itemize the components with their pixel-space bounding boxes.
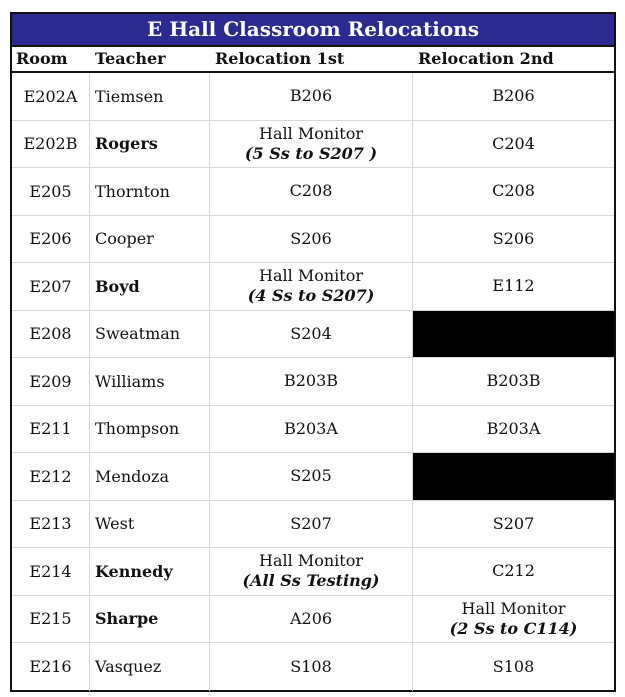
relocation-2nd-value: B203A bbox=[486, 418, 541, 438]
relocation-1st-cell[interactable] bbox=[210, 501, 413, 548]
table-row[interactable] bbox=[12, 121, 614, 169]
relocation-1st-value: A206 bbox=[289, 608, 333, 628]
room-cell[interactable]: E212 bbox=[12, 453, 90, 500]
teacher-cell[interactable]: Cooper bbox=[90, 216, 210, 263]
relocation-1st-value: C208 bbox=[289, 181, 333, 201]
relocation-2nd-cell[interactable] bbox=[413, 501, 614, 548]
relocation-2nd-cell[interactable] bbox=[413, 121, 614, 168]
relocation-1st-value: S204 bbox=[290, 323, 332, 343]
relocation-2nd-note: (2 Ss to C114) bbox=[449, 618, 578, 638]
room-cell[interactable]: E207 bbox=[12, 263, 90, 310]
table-row[interactable] bbox=[12, 311, 614, 359]
relocation-1st-cell[interactable] bbox=[210, 311, 413, 358]
relocation-1st-value: Hall Monitor bbox=[259, 266, 363, 286]
relocation-2nd-value: Hall Monitor bbox=[461, 598, 566, 618]
relocation-2nd-cell[interactable] bbox=[413, 643, 614, 691]
header-row bbox=[12, 45, 614, 73]
relocation-1st-cell[interactable] bbox=[210, 406, 413, 453]
relocation-1st-cell[interactable] bbox=[210, 121, 413, 168]
relocation-1st-value: Hall Monitor bbox=[259, 123, 363, 143]
room-cell[interactable]: E214 bbox=[12, 548, 90, 595]
relocation-2nd-cell[interactable] bbox=[413, 358, 614, 405]
relocation-1st-value: S207 bbox=[290, 513, 332, 533]
relocation-2nd-value: S108 bbox=[492, 656, 535, 676]
teacher-cell[interactable]: Boyd bbox=[90, 263, 210, 310]
header-room: Room bbox=[16, 49, 68, 68]
teacher-cell[interactable]: Williams bbox=[90, 358, 210, 405]
relocation-2nd-value: E112 bbox=[492, 276, 535, 296]
relocation-2nd-cell[interactable] bbox=[413, 263, 614, 310]
table-row[interactable] bbox=[12, 643, 614, 691]
teacher-cell[interactable]: Sweatman bbox=[90, 311, 210, 358]
relocation-1st-value: B203A bbox=[284, 418, 338, 438]
relocation-2nd-blacked-out-cell[interactable] bbox=[413, 453, 614, 500]
teacher-cell[interactable]: West bbox=[90, 501, 210, 548]
table-row[interactable] bbox=[12, 358, 614, 406]
room-cell[interactable]: E216 bbox=[12, 643, 90, 691]
relocation-2nd-cell[interactable] bbox=[413, 73, 614, 120]
header-teacher: Teacher bbox=[95, 49, 166, 68]
relocation-2nd-value: C212 bbox=[492, 561, 535, 581]
room-cell[interactable]: E202B bbox=[12, 121, 90, 168]
relocation-table bbox=[10, 12, 616, 692]
relocation-1st-note: (4 Ss to S207) bbox=[247, 286, 375, 306]
table-row[interactable] bbox=[12, 501, 614, 549]
relocation-2nd-cell[interactable] bbox=[413, 168, 614, 215]
table-row[interactable] bbox=[12, 73, 614, 121]
relocation-1st-value: S205 bbox=[290, 466, 332, 486]
table-row[interactable] bbox=[12, 548, 614, 596]
table-row[interactable] bbox=[12, 263, 614, 311]
relocation-2nd-value: S206 bbox=[492, 228, 535, 248]
relocation-2nd-value: C208 bbox=[492, 181, 535, 201]
relocation-2nd-cell[interactable] bbox=[413, 596, 614, 643]
table-body bbox=[12, 73, 614, 691]
table-row[interactable] bbox=[12, 596, 614, 644]
relocation-1st-cell[interactable] bbox=[210, 168, 413, 215]
teacher-cell[interactable]: Thornton bbox=[90, 168, 210, 215]
room-cell[interactable]: E205 bbox=[12, 168, 90, 215]
teacher-cell[interactable]: Thompson bbox=[90, 406, 210, 453]
relocation-1st-value: B206 bbox=[289, 86, 333, 106]
teacher-cell[interactable]: Sharpe bbox=[90, 596, 210, 643]
relocation-2nd-cell[interactable] bbox=[413, 216, 614, 263]
relocation-2nd-value: S207 bbox=[492, 513, 535, 533]
relocation-1st-value: S108 bbox=[290, 656, 332, 676]
relocation-1st-value: B203B bbox=[283, 371, 339, 391]
relocation-2nd-cell[interactable] bbox=[413, 548, 614, 595]
relocation-1st-cell[interactable] bbox=[210, 453, 413, 500]
relocation-1st-note: (All Ss Testing) bbox=[242, 571, 380, 591]
teacher-cell[interactable]: Kennedy bbox=[90, 548, 210, 595]
relocation-2nd-value: C204 bbox=[492, 133, 535, 153]
table-row[interactable] bbox=[12, 168, 614, 216]
relocation-1st-cell[interactable] bbox=[210, 596, 413, 643]
relocation-1st-value: Hall Monitor bbox=[259, 551, 363, 571]
table-title: E Hall Classroom Relocations bbox=[12, 14, 614, 45]
relocation-1st-cell[interactable] bbox=[210, 263, 413, 310]
relocation-2nd-value: B206 bbox=[492, 86, 535, 106]
relocation-1st-note: (5 Ss to S207 ) bbox=[244, 143, 378, 163]
table-row[interactable] bbox=[12, 453, 614, 501]
relocation-2nd-blacked-out-cell[interactable] bbox=[413, 311, 614, 358]
room-cell[interactable]: E213 bbox=[12, 501, 90, 548]
relocation-1st-cell[interactable] bbox=[210, 548, 413, 595]
relocation-2nd-value: B203B bbox=[486, 371, 541, 391]
header-relocation-1st: Relocation 1st bbox=[215, 49, 345, 68]
table-row[interactable] bbox=[12, 406, 614, 454]
relocation-1st-cell[interactable] bbox=[210, 216, 413, 263]
room-cell[interactable]: E209 bbox=[12, 358, 90, 405]
room-cell[interactable]: E215 bbox=[12, 596, 90, 643]
room-cell[interactable]: E202A bbox=[12, 73, 90, 120]
room-cell[interactable]: E211 bbox=[12, 406, 90, 453]
teacher-cell[interactable]: Mendoza bbox=[90, 453, 210, 500]
relocation-1st-cell[interactable] bbox=[210, 73, 413, 120]
relocation-1st-cell[interactable] bbox=[210, 358, 413, 405]
table-row[interactable] bbox=[12, 216, 614, 264]
room-cell[interactable]: E208 bbox=[12, 311, 90, 358]
header-relocation-2nd: Relocation 2nd bbox=[418, 49, 554, 68]
teacher-cell[interactable]: Vasquez bbox=[90, 643, 210, 691]
teacher-cell[interactable]: Tiemsen bbox=[90, 73, 210, 120]
teacher-cell[interactable]: Rogers bbox=[90, 121, 210, 168]
relocation-1st-value: S206 bbox=[290, 228, 332, 248]
relocation-1st-cell[interactable] bbox=[210, 643, 413, 691]
relocation-2nd-cell[interactable] bbox=[413, 406, 614, 453]
room-cell[interactable]: E206 bbox=[12, 216, 90, 263]
